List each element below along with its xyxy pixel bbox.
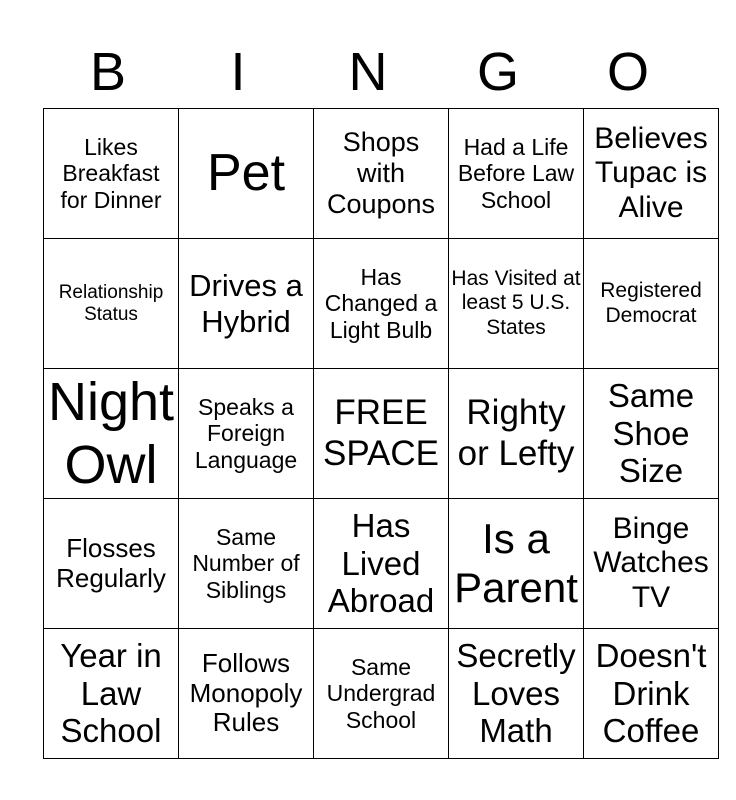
header-letter-n: N [348, 42, 388, 102]
header-letter-b: B [89, 42, 127, 102]
header-letter-o: O [606, 42, 649, 102]
bingo-cell[interactable]: Registered Democrat [584, 239, 719, 369]
bingo-row [44, 629, 719, 759]
bingo-row [44, 239, 719, 369]
bingo-row [44, 109, 719, 239]
header-letter-g: G [476, 42, 519, 102]
bingo-cell[interactable]: Night Owl [44, 369, 179, 499]
bingo-cell[interactable]: Drives a Hybrid [179, 239, 314, 369]
bingo-cell[interactable]: Had a Life Before Law School [449, 109, 584, 239]
bingo-cell[interactable]: Has Changed a Light Bulb [314, 239, 449, 369]
bingo-cell[interactable]: Is a Parent [449, 499, 584, 629]
bingo-cell[interactable]: Flosses Regularly [44, 499, 179, 629]
bingo-cell[interactable]: Pet [179, 109, 314, 239]
bingo-card [43, 108, 719, 759]
bingo-cell[interactable]: Likes Breakfast for Dinner [44, 109, 179, 239]
bingo-cell[interactable]: Has Visited at least 5 U.S. States [449, 239, 584, 369]
bingo-cell[interactable]: Relationship Status [44, 239, 179, 369]
bingo-cell[interactable]: Year in Law School [44, 629, 179, 759]
free-space-cell[interactable]: FREE SPACE [314, 369, 449, 499]
bingo-cell[interactable]: Shops with Coupons [314, 109, 449, 239]
bingo-cell[interactable]: Secretly Loves Math [449, 629, 584, 759]
bingo-cell[interactable]: Same Shoe Size [584, 369, 719, 499]
bingo-cell[interactable]: Doesn't Drink Coffee [584, 629, 719, 759]
bingo-row [44, 369, 719, 499]
bingo-cell[interactable]: Has Lived Abroad [314, 499, 449, 629]
bingo-cell[interactable]: Believes Tupac is Alive [584, 109, 719, 239]
bingo-cell[interactable]: Same Number of Siblings [179, 499, 314, 629]
bingo-cell[interactable]: Righty or Lefty [449, 369, 584, 499]
header-letter-i: I [230, 42, 246, 102]
bingo-cell[interactable]: Same Undergrad School [314, 629, 449, 759]
bingo-row [44, 499, 719, 629]
bingo-header [43, 40, 693, 104]
bingo-cell[interactable]: Binge Watches TV [584, 499, 719, 629]
bingo-cell[interactable]: Follows Monopoly Rules [179, 629, 314, 759]
bingo-cell[interactable]: Speaks a Foreign Language [179, 369, 314, 499]
